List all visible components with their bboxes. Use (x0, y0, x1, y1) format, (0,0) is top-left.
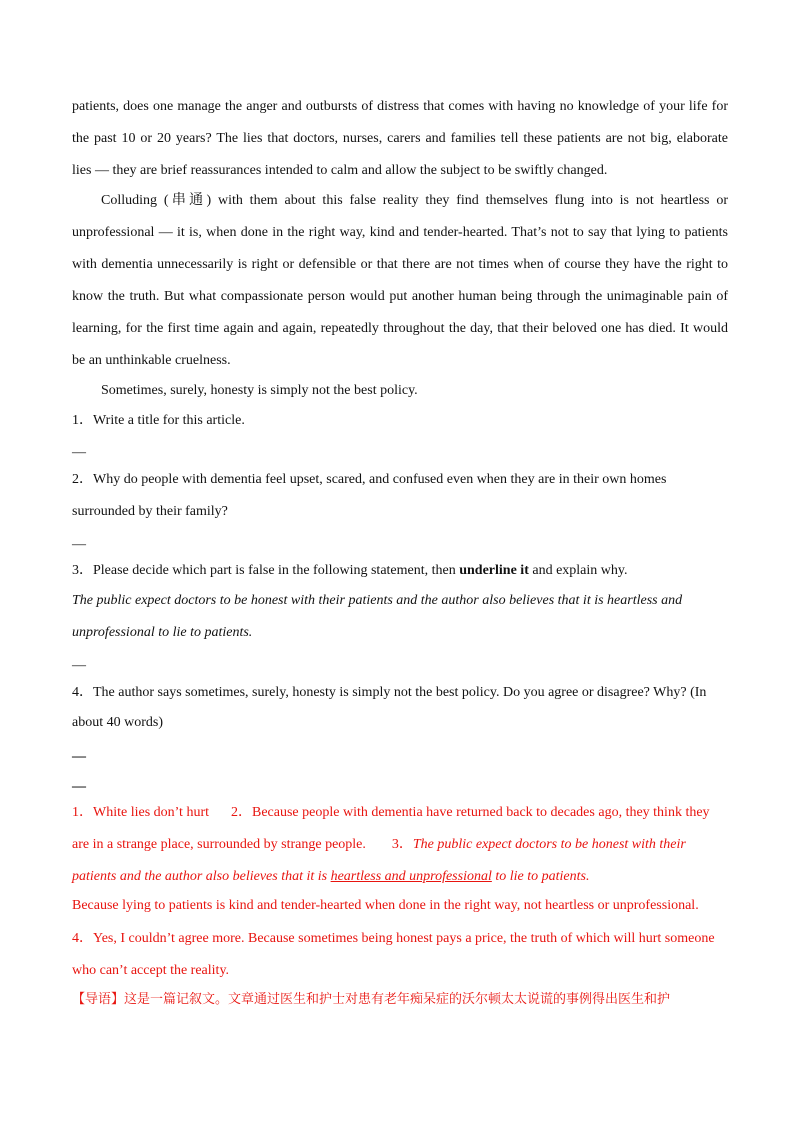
passage-line: with dementia unnecessarily is right or defensible or that there are not times when of course they have the right to (72, 257, 728, 272)
answer-blank-1[interactable]: — (72, 445, 86, 460)
question-3 (72, 562, 627, 580)
passage-line: Colluding (串通) with them about this false reality they find themselves flung into is not heartless or (101, 193, 728, 208)
question-2-cont: surrounded by their family? (72, 504, 228, 519)
answer-line (72, 836, 686, 854)
passage-line: unprofessional — it is, when done in the right way, kind and tender-hearted. That’s not to say that lying to patients (72, 225, 728, 240)
answer-4: 4．Yes, I couldn’t agree more. Because sometimes being honest pays a price, the truth of which will hurt someone (72, 931, 715, 946)
answer-2: 2．Because people with dementia have returned back to decades ago, they think they (231, 805, 710, 820)
question-2: 2．Why do people with dementia feel upset, scared, and confused even when they are in their own homes (72, 472, 667, 487)
answer-4-cont: who can’t accept the reality. (72, 963, 230, 978)
answer-line (72, 804, 710, 822)
question-4-cont: about 40 words) (72, 715, 163, 730)
guide-text: 【导语】这是一篇记叙文。文章通过医生和护士对患有老年痴呆症的沃尔顿太太说谎的事例得出医生和护 (72, 992, 671, 1007)
passage-line: patients, does one manage the anger and outbursts of distress that comes with having no knowledge of your life for (72, 99, 728, 114)
answer-3-number: 3． (391, 837, 413, 852)
answer-blank-4[interactable]: — (72, 749, 86, 764)
passage-line: Sometimes, surely, honesty is simply not the best policy. (101, 383, 418, 398)
passage-line: learning, for the first time again and again, repeatedly throughout the day, that their beloved one has died. It would (72, 321, 728, 336)
passage-line: know the truth. But what compassionate person would put another human being through the unimaginable pain of (72, 289, 728, 304)
answer-blank-5[interactable]: — (72, 779, 86, 794)
question-3-text-end: and explain why. (528, 563, 628, 578)
question-3-statement-cont: unprofessional to lie to patients. (72, 625, 253, 640)
answer-3-underlined: heartless and unprofessional (330, 869, 492, 884)
answer-blank-2[interactable]: — (72, 537, 86, 552)
answer-3-end: to lie to patients. (491, 869, 590, 884)
question-3-text: 3．Please decide which part is false in the following statement, then (72, 563, 460, 578)
passage-line: lies — they are brief reassurances intended to calm and allow the subject to be swiftly changed. (72, 163, 608, 178)
answer-1: 1．White lies don’t hurt (72, 805, 209, 820)
question-1: 1．Write a title for this article. (72, 413, 245, 428)
answer-3-explanation: Because lying to patients is kind and tender-hearted when done in the right way, not heartless or unprofessional. (72, 898, 699, 913)
answer-line (72, 868, 589, 886)
question-3-statement: The public expect doctors to be honest with their patients and the author also believes that it is heartless and (72, 593, 683, 608)
answer-blank-3[interactable]: — (72, 658, 86, 673)
answer-3: The public expect doctors to be honest with their (412, 837, 686, 852)
answer-2-cont: are in a strange place, surrounded by strange people. (72, 837, 366, 852)
question-3-emphasis: underline it (459, 563, 529, 578)
passage-line: be an unthinkable cruelness. (72, 353, 231, 368)
passage-line: the past 10 or 20 years? The lies that doctors, nurses, carers and families tell these patients are not big, elaborate (72, 131, 728, 146)
answer-3-cont: patients and the author also believes that it is (72, 869, 331, 884)
question-4: 4．The author says sometimes, surely, honesty is simply not the best policy. Do you agree or disagree? Why? (In (72, 685, 707, 700)
